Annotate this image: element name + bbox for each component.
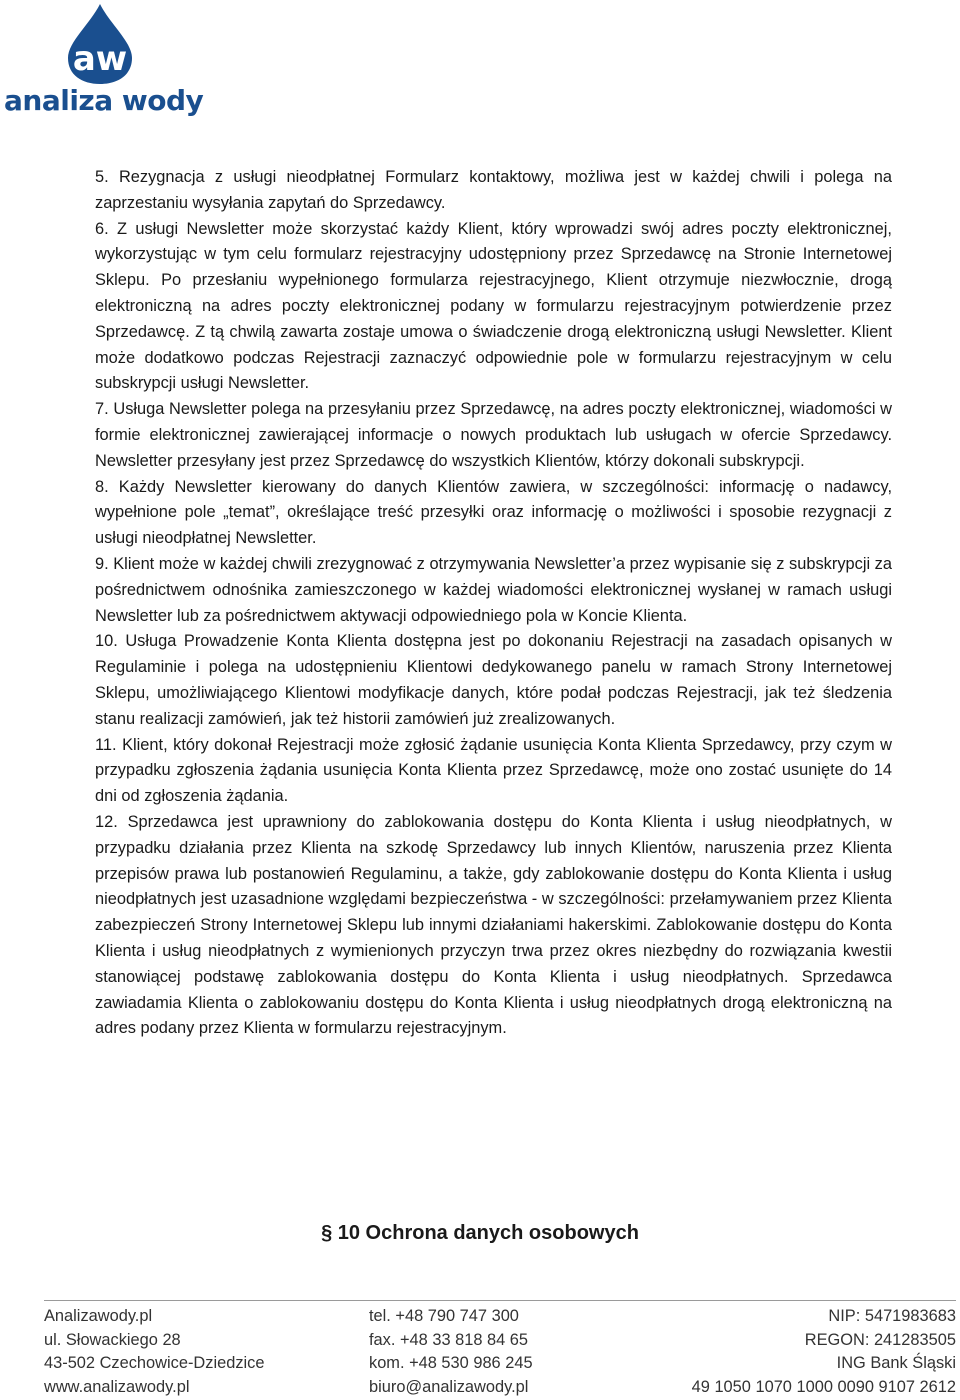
- paragraph-6: 6. Z usługi Newsletter może skorzystać każdy Klient, który wprowadzi swój adres poczty elektronicznej, wykorzystując w tym celu formularz rejestracyjny udostępniony przez Sprzedawcę na Stronie Internetowej Sklepu. Po przesłaniu wypełnionego formularza rejestracyjnego, Klient otrzymuje niezwłocznie, drogą elektroniczną na adres poczty elektronicznej podany w formularzu rejestracyjnym potwierdzenie przez Sprzedawcę. Z tą chwilą zawarta zostaje umowa o świadczenie drogą elektroniczną usługi Newsletter. Klient może dodatkowo podczas Rejestracji zaznaczyć odpowiednie pole w formularzu rejestracyjnym w celu subskrypcji usługi Newsletter.: [95, 219, 892, 393]
- paragraph-9: 9. Klient może w każdej chwili zrezygnować z otrzymywania Newsletter’a przez wypisanie się z subskrypcji za pośrednictwem odnośnika zamieszczonego w każdej wiadomości elektronicznej wysłanej w ramach usługi Newsletter lub za pośrednictwem aktywacji odpowiedniego pola w Koncie Klienta.: [95, 554, 892, 625]
- paragraph-5: 5. Rezygnacja z usługi nieodpłatnej Formularz kontaktowy, możliwa jest w każdej chwili i polega na zaprzestaniu wysyłania zapytań do Sprzedawcy.: [95, 168, 892, 212]
- paragraph-12: 12. Sprzedawca jest uprawniony do zablokowania dostępu do Konta Klienta i usług nieodpłatnych, w przypadku działania przez Klienta na szkodę Sprzedawcy lub innych Klientów, naruszenia przez Klienta przepisów prawa lub postanowień Regulaminu, a także, gdy zablokowanie dostępu do Konta Klienta i usług nieodpłatnych jest uzasadnione względami bezpieczeństwa - w szczególności: przełamywaniem przez Klienta zabezpieczeń Strony Internetowej Sklepu lub innymi działaniami hakerskimi. Zablokowanie dostępu do Konta Klienta i usług nieodpłatnych z wymienionych przyczyn trwa przez okres niezbędny do rozwiązania kwestii stanowiącej podstawę zablokowania dostępu do Konta Klienta i usług nieodpłatnych. Sprzedawca zawiadamia Klienta o zablokowaniu dostępu do Konta Klienta i usług nieodpłatnych drogą elektroniczną na adres podany przez Klienta w formularzu rejestracyjnym.: [95, 812, 892, 1038]
- footer-bank-name: ING Bank Śląski: [836, 1354, 956, 1373]
- footer-fax: fax. +48 33 818 84 65: [369, 1330, 529, 1349]
- footer-company-name: Analizawody.pl: [44, 1307, 153, 1325]
- logo-monogram: aw: [72, 39, 128, 79]
- footer-city: 43-502 Czechowice-Dziedzice: [44, 1354, 265, 1373]
- footer-email-link[interactable]: biuro@analizawody.pl: [369, 1378, 529, 1397]
- footer-street: ul. Słowackiego 28: [44, 1330, 181, 1349]
- footer-registry-column: [692, 1305, 956, 1400]
- paragraph-10: 10. Usługa Prowadzenie Konta Klienta dostępna jest po dokonaniu Rejestracji na zasadach opisanych w Regulaminie i polega na udostępnieniu Klientowi dedykowanego panelu w ramach Strony Internetowej Sklepu, umożliwiającego Klientowi modyfikacje danych, które podał podczas Rejestracji, jak też śledzenia stanu realizacji zamówień, jak też historii zamówień już zrealizowanych.: [95, 632, 892, 728]
- company-logo: [2, 2, 218, 120]
- footer-contact-column: [369, 1305, 533, 1400]
- paragraph-7: 7. Usługa Newsletter polega na przesyłaniu przez Sprzedawcę, na adres poczty elektronicznej, wiadomości w formie elektronicznej zawierającej informacje o nowych produktach lub usługach w ofercie Sprzedawcy. Newsletter przesyłany jest przez Sprzedawcę do wszystkich Klientów, którzy dokonali subskrypcji.: [95, 400, 892, 470]
- footer-address-column: [44, 1305, 264, 1400]
- logo-name: analiza wody: [4, 84, 204, 117]
- paragraph-11: 11. Klient, który dokonał Rejestracji może zgłosić żądanie usunięcia Konta Klienta Sprzedawcy, przy czym w przypadku zgłoszenia żądania usunięcia Konta Klienta przez Sprzedawcę, może ono zostać usunięte do 14 dni od zgłoszenia żądania.: [95, 735, 892, 806]
- footer-regon: REGON: 241283505: [804, 1330, 956, 1349]
- footer-phone[interactable]: tel. +48 790 747 300: [369, 1307, 519, 1325]
- footer-divider: [44, 1300, 956, 1301]
- section-heading: § 10 Ochrona danych osobowych: [321, 1222, 639, 1244]
- footer-website-link[interactable]: www.analizawody.pl: [44, 1378, 190, 1397]
- water-drop-icon: [60, 2, 140, 86]
- document-body: [95, 165, 892, 1042]
- footer-mobile[interactable]: kom. +48 530 986 245: [369, 1354, 533, 1373]
- footer-nip: NIP: 5471983683: [828, 1307, 956, 1325]
- footer-bank-account: 49 1050 1070 1000 0090 9107 2612: [691, 1378, 956, 1397]
- paragraph-8: 8. Każdy Newsletter kierowany do danych Klientów zawiera, w szczególności: informację o nadawcy, wypełnione pole „temat”, określające treść przesyłki oraz informację o możliwości i sposobie rezygnacji z usługi nieodpłatnej Newsletter.: [95, 477, 892, 548]
